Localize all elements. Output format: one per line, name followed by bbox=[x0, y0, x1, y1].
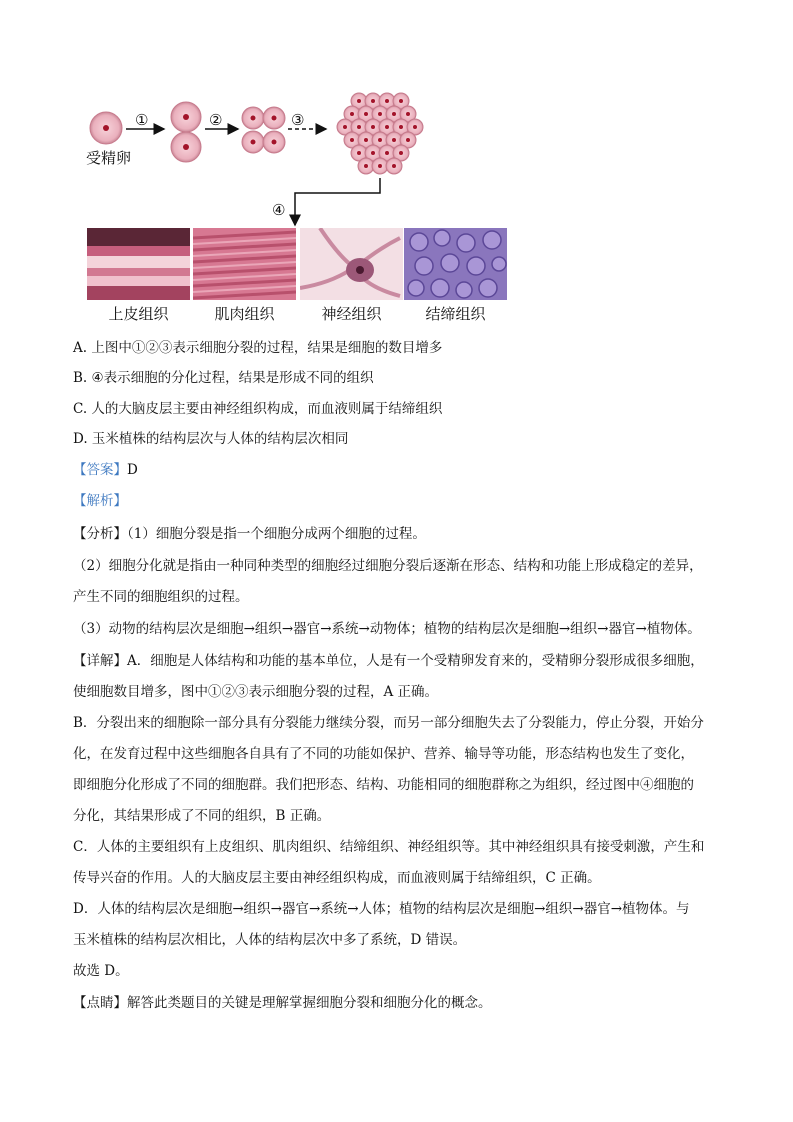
xiangjie-a-line-2: 使细胞数目增多，图中①②③表示细胞分裂的过程，A 正确。 bbox=[73, 684, 439, 700]
answer-tag: 【答案】 bbox=[73, 462, 127, 478]
xiangjie-d-line-1: D．人体的结构层次是细胞→组织→器官→系统→人体；植物的结构层次是细胞→组织→器官→植物体。与 bbox=[73, 901, 690, 917]
fenxi-text-1: （1）细胞分裂是指一个细胞分成两个细胞的过程。 bbox=[127, 526, 426, 542]
cluster-cell-nucleus bbox=[357, 99, 361, 103]
step-4-label: ④ bbox=[272, 201, 286, 219]
dianjing-tag: 【点睛】 bbox=[73, 995, 127, 1011]
xiangjie-c-line-2: 传导兴奋的作用。人的大脑皮层主要由神经组织构成，而血液则属于结缔组织，C 正确。 bbox=[73, 870, 601, 886]
cluster-cell-nucleus bbox=[343, 125, 347, 129]
fenxi-line-4: （3）动物的结构层次是细胞→组织→器官→系统→动物体；植物的结构层次是细胞→组织→器官→植物体。 bbox=[73, 621, 701, 637]
tissue-label-nerve: 神经组织 bbox=[321, 305, 382, 323]
step-3-label: ③ bbox=[291, 111, 305, 129]
epithelial-tissue-image bbox=[87, 228, 190, 300]
answer-line bbox=[73, 460, 723, 480]
cluster-cell-nucleus bbox=[371, 151, 375, 155]
muscle-tissue-image bbox=[193, 228, 296, 300]
cluster-cell-nucleus bbox=[357, 125, 361, 129]
cluster-cell-nucleus bbox=[392, 164, 396, 168]
xiangjie-b-line-1: B．分裂出来的细胞除一部分具有分裂能力继续分裂，而另一部分细胞失去了分裂能力，停止分裂，开始分 bbox=[73, 715, 704, 731]
fenxi-tag: 【分析】 bbox=[73, 526, 127, 542]
xiangjie-b-line-4: 分化，其结果形成了不同的组织，B 正确。 bbox=[73, 808, 331, 824]
cluster-cell-nucleus bbox=[364, 164, 368, 168]
cell-cluster bbox=[337, 93, 423, 174]
four-cell-stage bbox=[242, 107, 285, 153]
cluster-cell-nucleus bbox=[364, 138, 368, 142]
step-2-label: ② bbox=[209, 111, 223, 129]
cluster-cell-nucleus bbox=[385, 151, 389, 155]
tissue-label-epithelial: 上皮组织 bbox=[108, 305, 169, 323]
cluster-cell-nucleus bbox=[399, 125, 403, 129]
dianjing-text: 解答此类题目的关键是理解掌握细胞分裂和细胞分化的概念。 bbox=[127, 995, 492, 1011]
cluster-cell-nucleus bbox=[364, 112, 368, 116]
cluster-cell-nucleus bbox=[406, 138, 410, 142]
connective-tissue-image bbox=[404, 228, 507, 300]
xiangjie-tag: 【详解】 bbox=[73, 653, 127, 669]
xiangjie-b-line-3: 即细胞分化形成了不同的细胞群。我们把形态、结构、功能相同的细胞群称之为组织，经过图中④细胞的 bbox=[73, 777, 694, 793]
option-c: C. 人的大脑皮层主要由神经组织构成，而血液则属于结缔组织 bbox=[73, 401, 443, 417]
xiangjie-d-line-2: 玉米植株的结构层次相比，人体的结构层次中多了系统，D 错误。 bbox=[73, 932, 467, 948]
cluster-cell-nucleus bbox=[357, 151, 361, 155]
cluster-cell-nucleus bbox=[399, 99, 403, 103]
fenxi-line-3: 产生不同的细胞组织的过程。 bbox=[73, 589, 249, 605]
conclusion: 故选 D。 bbox=[73, 963, 129, 979]
zygote-cell bbox=[90, 112, 122, 144]
cluster-cell-nucleus bbox=[406, 112, 410, 116]
cluster-cell-nucleus bbox=[392, 138, 396, 142]
cluster-cell-nucleus bbox=[413, 125, 417, 129]
option-a: A. 上图中①②③表示细胞分裂的过程，结果是细胞的数目增多 bbox=[73, 340, 443, 356]
cluster-cell-nucleus bbox=[378, 112, 382, 116]
cluster-cell-nucleus bbox=[378, 164, 382, 168]
option-d: D. 玉米植株的结构层次与人体的结构层次相同 bbox=[73, 431, 349, 447]
tissue-label-connective: 结缔组织 bbox=[425, 305, 486, 323]
fenxi-line-2: （2）细胞分化就是指由一种同种类型的细胞经过细胞分裂后逐渐在形态、结构和功能上形成稳定的差异， bbox=[73, 558, 703, 574]
answer-value: D bbox=[127, 462, 138, 478]
nerve-tissue-image bbox=[300, 228, 403, 300]
cluster-cell-nucleus bbox=[385, 125, 389, 129]
tissue-label-muscle: 肌肉组织 bbox=[214, 305, 275, 323]
cluster-cell-nucleus bbox=[350, 112, 354, 116]
cluster-cell-nucleus bbox=[385, 99, 389, 103]
xiangjie-b-line-2: 化，在发育过程中这些细胞各自具有了不同的功能如保护、营养、输导等功能，形态结构也发生了变化， bbox=[73, 746, 694, 762]
cluster-cell-nucleus bbox=[371, 99, 375, 103]
arrow-4 bbox=[295, 178, 380, 225]
step-1-label: ① bbox=[135, 111, 149, 129]
dianjing-line bbox=[73, 993, 723, 1013]
cluster-cell-nucleus bbox=[371, 125, 375, 129]
option-b: B. ④表示细胞的分化过程，结果是形成不同的组织 bbox=[73, 370, 374, 386]
analysis-tag: 【解析】 bbox=[73, 493, 127, 509]
fenxi-line-1 bbox=[73, 524, 723, 544]
xiangjie-a-line-1 bbox=[73, 651, 723, 671]
zygote-label: 受精卵 bbox=[86, 149, 132, 167]
cluster-cell-nucleus bbox=[392, 112, 396, 116]
cell-division-figure bbox=[80, 75, 520, 325]
cluster-cell-nucleus bbox=[378, 138, 382, 142]
cluster-cell-nucleus bbox=[399, 151, 403, 155]
xiangjie-a-text-1: A．细胞是人体结构和功能的基本单位，人是有一个受精卵发育来的，受精卵分裂形成很多细胞， bbox=[127, 653, 704, 669]
xiangjie-c-line-1: C．人体的主要组织有上皮组织、肌肉组织、结缔组织、神经组织等。其中神经组织具有接受刺激，产生和 bbox=[73, 839, 705, 855]
cluster-cell-nucleus bbox=[350, 138, 354, 142]
two-cell-stage bbox=[171, 102, 201, 162]
